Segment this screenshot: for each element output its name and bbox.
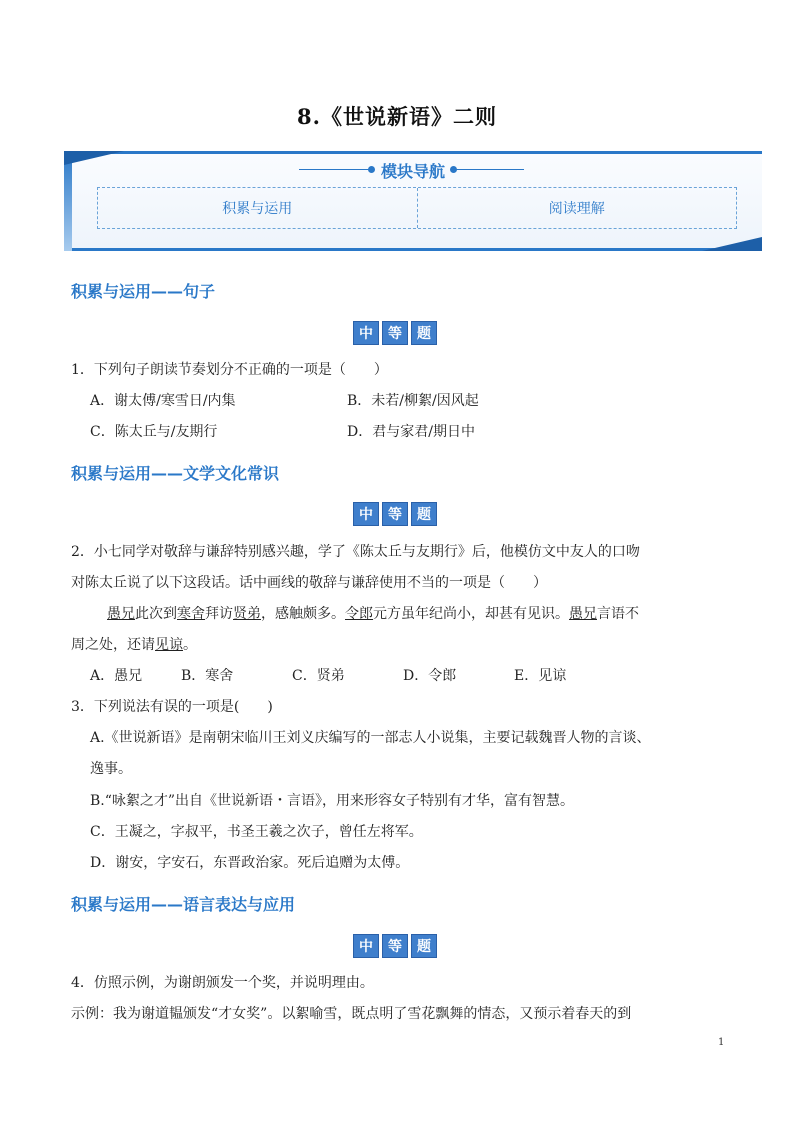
question-3-option-b: B.“咏絮之才”出自《世说新语・言语》，用来形容女子特别有才华，富有智慧。	[90, 793, 575, 809]
underlined-term: 愚兄	[569, 606, 597, 622]
section-heading-sentences: 积累与运用——句子	[71, 282, 216, 301]
question-1-option-d: D．君与家君/期日中	[347, 424, 475, 440]
question-2-option-a: A．愚兄	[90, 668, 143, 684]
difficulty-char: 中	[353, 321, 379, 345]
difficulty-char: 题	[411, 934, 437, 958]
module-nav-banner	[64, 151, 762, 251]
difficulty-badge	[353, 934, 437, 958]
question-3-option-a-cont: 逸事。	[90, 761, 132, 777]
question-2-option-e: E．见谅	[514, 668, 567, 684]
module-nav-heading: 模块导航	[380, 162, 445, 181]
difficulty-badge	[353, 321, 437, 345]
question-3-option-a: A.《世说新语》是南朝宋临川王刘义庆编写的一部志人小说集，主要记载魏晋人物的言谈、	[90, 730, 651, 746]
question-2-stem-line1: 2．小七同学对敬辞与谦辞特别感兴趣，学了《陈太丘与友期行》后，他模仿文中友人的口吻	[71, 544, 640, 560]
question-2-option-d: D．令郎	[403, 668, 457, 684]
underlined-term: 寒舍	[177, 606, 205, 622]
difficulty-char: 题	[411, 502, 437, 526]
question-1-option-b: B．未若/柳絮/因风起	[347, 393, 479, 409]
module-nav-box	[97, 187, 737, 229]
question-3-stem: 3．下列说法有误的一项是( )	[71, 699, 273, 715]
banner-top-border	[64, 151, 762, 154]
underlined-term: 令郎	[345, 606, 373, 622]
question-2-passage-line1	[107, 604, 639, 624]
passage-text: 周之处，还请	[71, 637, 155, 653]
passage-text: 此次到	[135, 606, 177, 622]
passage-text: 。	[183, 637, 197, 653]
page-title: 8.《世说新语》二则	[297, 104, 497, 129]
nav-item-reading[interactable]: 阅读理解	[417, 188, 737, 228]
section-heading-literature: 积累与运用——文学文化常识	[71, 464, 280, 483]
underlined-term: 贤弟	[233, 606, 261, 622]
passage-text: 言语不	[597, 606, 639, 622]
passage-text: ，感触颇多。	[261, 606, 345, 622]
underlined-term: 愚兄	[107, 606, 135, 622]
question-3-option-c: C．王凝之，字叔平，书圣王羲之次子，曾任左将军。	[90, 824, 423, 840]
difficulty-char: 等	[382, 934, 408, 958]
question-2-option-c: C．贤弟	[292, 668, 345, 684]
question-3-option-d: D．谢安，字安石，东晋政治家。死后追赠为太傅。	[90, 855, 410, 871]
question-1-option-c: C．陈太丘与/友期行	[90, 424, 218, 440]
question-4-stem: 4．仿照示例，为谢朗颁发一个奖，并说明理由。	[71, 975, 374, 991]
page-number: 1	[718, 1037, 725, 1048]
difficulty-char: 等	[382, 321, 408, 345]
passage-text: 拜访	[205, 606, 233, 622]
difficulty-badge	[353, 502, 437, 526]
banner-corner-decoration	[702, 237, 762, 251]
question-4-example: 示例：我为谢道韫颁发“才女奖”。以絮喻雪，既点明了雪花飘舞的情态，又预示着春天的到	[71, 1006, 632, 1022]
difficulty-char: 中	[353, 934, 379, 958]
banner-bottom-border	[64, 248, 762, 251]
question-1-option-a: A．谢太傅/寒雪日/内集	[90, 393, 236, 409]
question-2-stem-line2: 对陈太丘说了以下这段话。话中画线的敬辞与谦辞使用不当的一项是（ ）	[71, 575, 547, 591]
passage-text: 元方虽年纪尚小，却甚有见识。	[373, 606, 569, 622]
question-2-passage-line2	[71, 635, 197, 655]
difficulty-char: 题	[411, 321, 437, 345]
difficulty-char: 中	[353, 502, 379, 526]
question-1-stem: 1．下列句子朗读节奏划分不正确的一项是（ ）	[71, 362, 388, 378]
question-2-option-b: B．寒舍	[181, 668, 234, 684]
difficulty-char: 等	[382, 502, 408, 526]
underlined-term: 见谅	[155, 637, 183, 653]
nav-item-accumulation[interactable]: 积累与运用	[222, 201, 293, 217]
section-heading-expression: 积累与运用——语言表达与应用	[71, 895, 296, 914]
